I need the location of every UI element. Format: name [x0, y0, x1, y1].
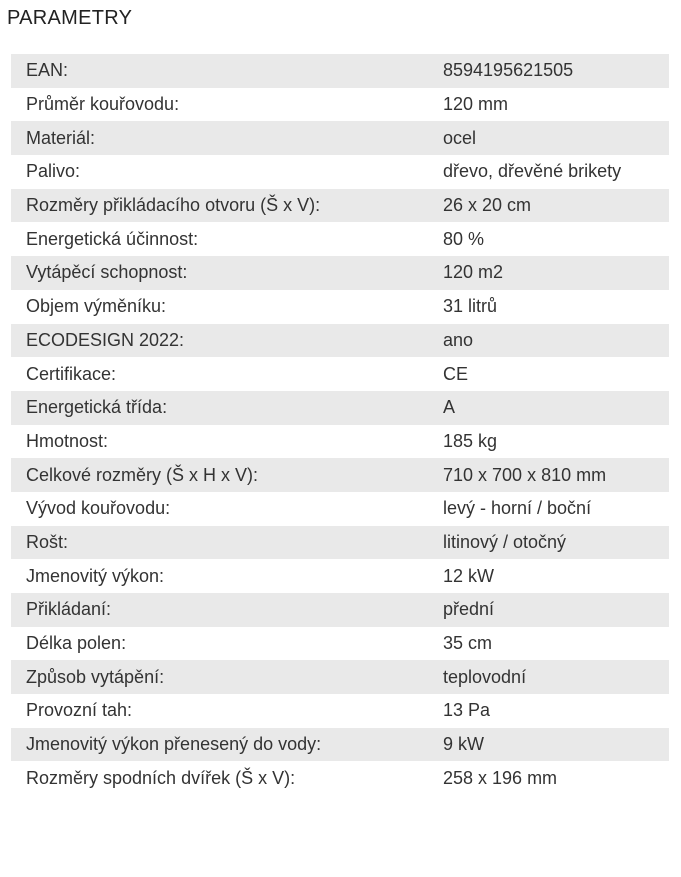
- parameter-label: Rozměry přikládacího otvoru (Š x V):: [11, 189, 431, 223]
- parameter-value: ano: [431, 324, 669, 358]
- parameter-label: Rozměry spodních dvířek (Š x V):: [11, 761, 431, 795]
- parameter-value: 13 Pa: [431, 694, 669, 728]
- parameter-label: Jmenovitý výkon přenesený do vody:: [11, 728, 431, 762]
- parameter-value: 31 litrů: [431, 290, 669, 324]
- parameter-value: teplovodní: [431, 660, 669, 694]
- parameter-value: 8594195621505: [431, 54, 669, 88]
- parameter-row: [11, 121, 669, 155]
- parameter-row: [11, 559, 669, 593]
- parameter-value: 35 cm: [431, 627, 669, 661]
- parameter-label: Hmotnost:: [11, 425, 431, 459]
- parameter-row: [11, 593, 669, 627]
- section-title: PARAMETRY: [7, 7, 133, 29]
- parameter-row: [11, 54, 669, 88]
- parameter-row: [11, 88, 669, 122]
- parameter-row: [11, 256, 669, 290]
- parameter-label: Celkové rozměry (Š x H x V):: [11, 458, 431, 492]
- parameter-row: [11, 290, 669, 324]
- parameter-row: [11, 391, 669, 425]
- parameter-label: Délka polen:: [11, 627, 431, 661]
- parameter-value: levý - horní / boční: [431, 492, 669, 526]
- parameter-label: Materiál:: [11, 121, 431, 155]
- parameter-label: Jmenovitý výkon:: [11, 559, 431, 593]
- parameter-value: 120 mm: [431, 88, 669, 122]
- parameter-label: Energetická třída:: [11, 391, 431, 425]
- parameter-row: [11, 155, 669, 189]
- parameter-row: [11, 492, 669, 526]
- parameter-row: [11, 425, 669, 459]
- parameter-label: ECODESIGN 2022:: [11, 324, 431, 358]
- parameter-row: [11, 189, 669, 223]
- parameter-row: [11, 660, 669, 694]
- parameter-row: [11, 761, 669, 795]
- parameter-row: [11, 357, 669, 391]
- parameter-label: Objem výměníku:: [11, 290, 431, 324]
- parameter-value: 9 kW: [431, 728, 669, 762]
- parameter-label: EAN:: [11, 54, 431, 88]
- parameter-value: 80 %: [431, 222, 669, 256]
- parameter-row: [11, 627, 669, 661]
- parameter-value: litinový / otočný: [431, 526, 669, 560]
- parameter-value: 120 m2: [431, 256, 669, 290]
- parameter-value: A: [431, 391, 669, 425]
- parameter-label: Vývod kouřovodu:: [11, 492, 431, 526]
- parameter-value: 185 kg: [431, 425, 669, 459]
- parameter-value: přední: [431, 593, 669, 627]
- parameter-value: dřevo, dřevěné brikety: [431, 155, 669, 189]
- parameter-label: Certifikace:: [11, 357, 431, 391]
- parameter-row: [11, 222, 669, 256]
- parameter-row: [11, 458, 669, 492]
- parameters-table-body: [11, 54, 669, 795]
- parameter-value: CE: [431, 357, 669, 391]
- parameter-label: Průměr kouřovodu:: [11, 88, 431, 122]
- parameter-value: 26 x 20 cm: [431, 189, 669, 223]
- parameter-label: Palivo:: [11, 155, 431, 189]
- parameter-value: ocel: [431, 121, 669, 155]
- parameters-table: [11, 54, 669, 795]
- parameter-row: [11, 526, 669, 560]
- parameter-row: [11, 694, 669, 728]
- parameter-label: Vytápěcí schopnost:: [11, 256, 431, 290]
- parameter-row: [11, 728, 669, 762]
- parameter-value: 258 x 196 mm: [431, 761, 669, 795]
- parameter-label: Přikládaní:: [11, 593, 431, 627]
- parameter-label: Způsob vytápění:: [11, 660, 431, 694]
- parameter-value: 710 x 700 x 810 mm: [431, 458, 669, 492]
- parameter-label: Rošt:: [11, 526, 431, 560]
- parameter-value: 12 kW: [431, 559, 669, 593]
- parameter-label: Energetická účinnost:: [11, 222, 431, 256]
- parameter-label: Provozní tah:: [11, 694, 431, 728]
- parameter-row: [11, 324, 669, 358]
